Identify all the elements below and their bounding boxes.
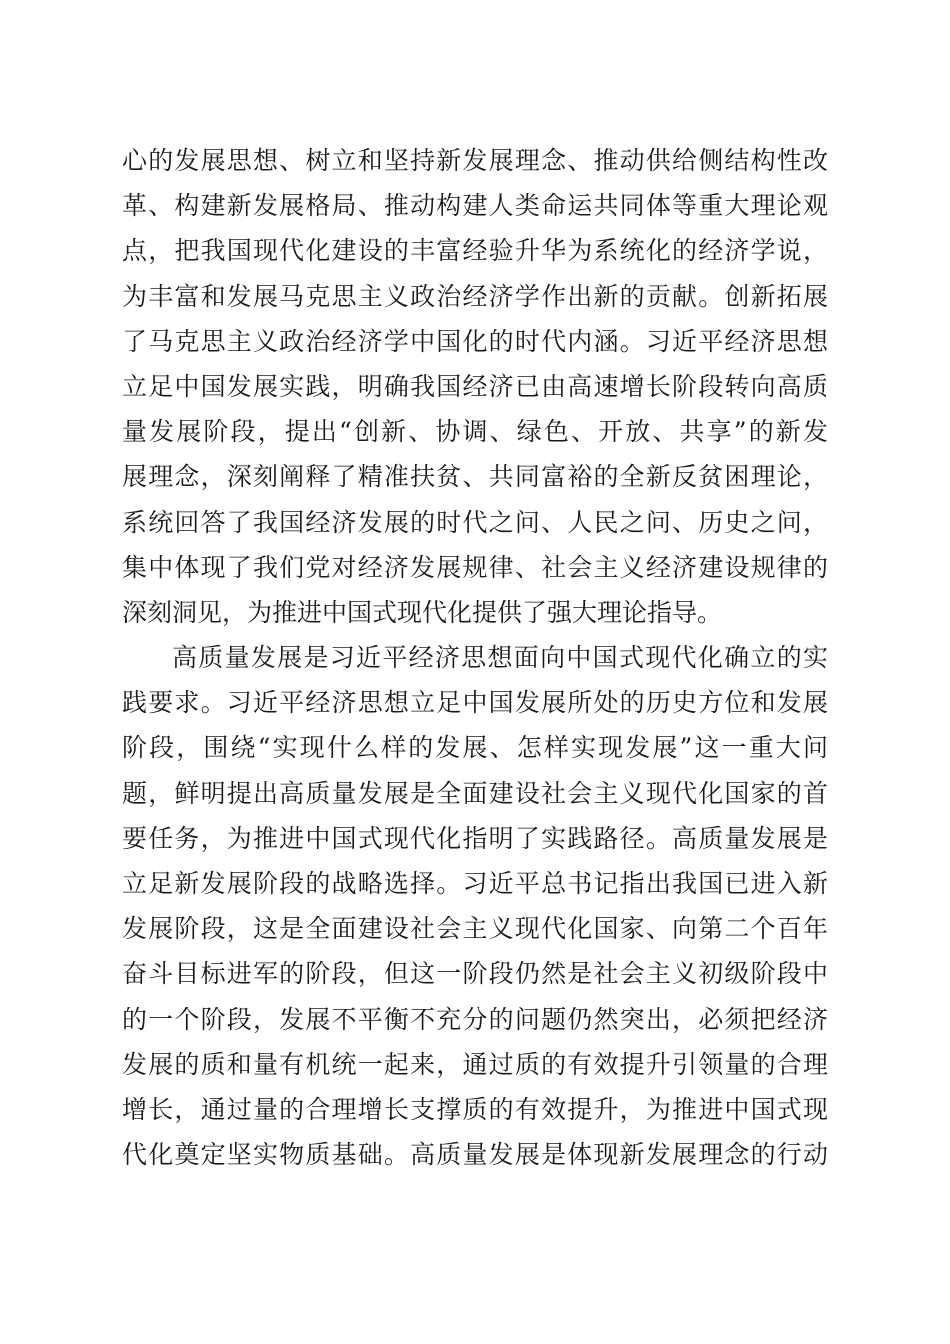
text-line: 心的发展思想、树立和坚持新发展理念、推动供给侧结构性改 (122, 146, 828, 175)
text-line: 阶段，围绕“实现什么样的发展、怎样实现发展”这一重大问 (122, 733, 828, 763)
text-line: 了马克思主义政治经济学中国化的时代内涵。习近平经济思想 (122, 326, 828, 356)
text-line: 奋斗目标进军的阶段，但这一阶段仍然是社会主义初级阶段中 (122, 959, 828, 989)
text-line: 系统回答了我国经济发展的时代之问、人民之问、历史之问， (122, 507, 828, 537)
text-line: 增长，通过量的合理增长支撑质的有效提升，为推进中国式现 (122, 1094, 828, 1124)
text-line: 量发展阶段，提出“创新、协调、绿色、开放、共享”的新发 (122, 417, 828, 447)
text-line: 点，把我国现代化建设的丰富经验升华为系统化的经济学说， (122, 236, 828, 266)
paragraph-first-line: 高质量发展是习近平经济思想面向中国式现代化确立的实 (172, 643, 828, 673)
text-line: 的一个阶段，发展不平衡不充分的问题仍然突出，必须把经济 (122, 1004, 828, 1034)
text-line: 立足中国发展实践，明确我国经济已由高速增长阶段转向高质 (122, 371, 828, 401)
text-line: 深刻洞见，为推进中国式现代化提供了强大理论指导。 (122, 597, 723, 627)
text-line: 革、构建新发展格局、推动构建人类命运共同体等重大理论观 (122, 191, 828, 221)
text-line: 题，鲜明提出高质量发展是全面建设社会主义现代化国家的首 (122, 778, 828, 808)
text-line: 发展阶段，这是全面建设社会主义现代化国家、向第二个百年 (122, 914, 828, 944)
text-line: 集中体现了我们党对经济发展规律、社会主义经济建设规律的 (122, 552, 828, 582)
text-line: 立足新发展阶段的战略选择。习近平总书记指出我国已进入新 (122, 869, 828, 898)
text-line: 为丰富和发展马克思主义政治经济学作出新的贡献。创新拓展 (122, 281, 828, 311)
text-line: 代化奠定坚实物质基础。高质量发展是体现新发展理念的行动 (122, 1140, 828, 1170)
text-line: 要任务，为推进中国式现代化指明了实践路径。高质量发展是 (122, 823, 828, 853)
text-line: 践要求。习近平经济思想立足中国发展所处的历史方位和发展 (122, 688, 828, 718)
text-line: 发展的质和量有机统一起来，通过质的有效提升引领量的合理 (122, 1049, 828, 1079)
body-text (122, 138, 828, 1177)
text-line: 展理念，深刻阐释了精准扶贫、共同富裕的全新反贫困理论， (122, 462, 828, 492)
